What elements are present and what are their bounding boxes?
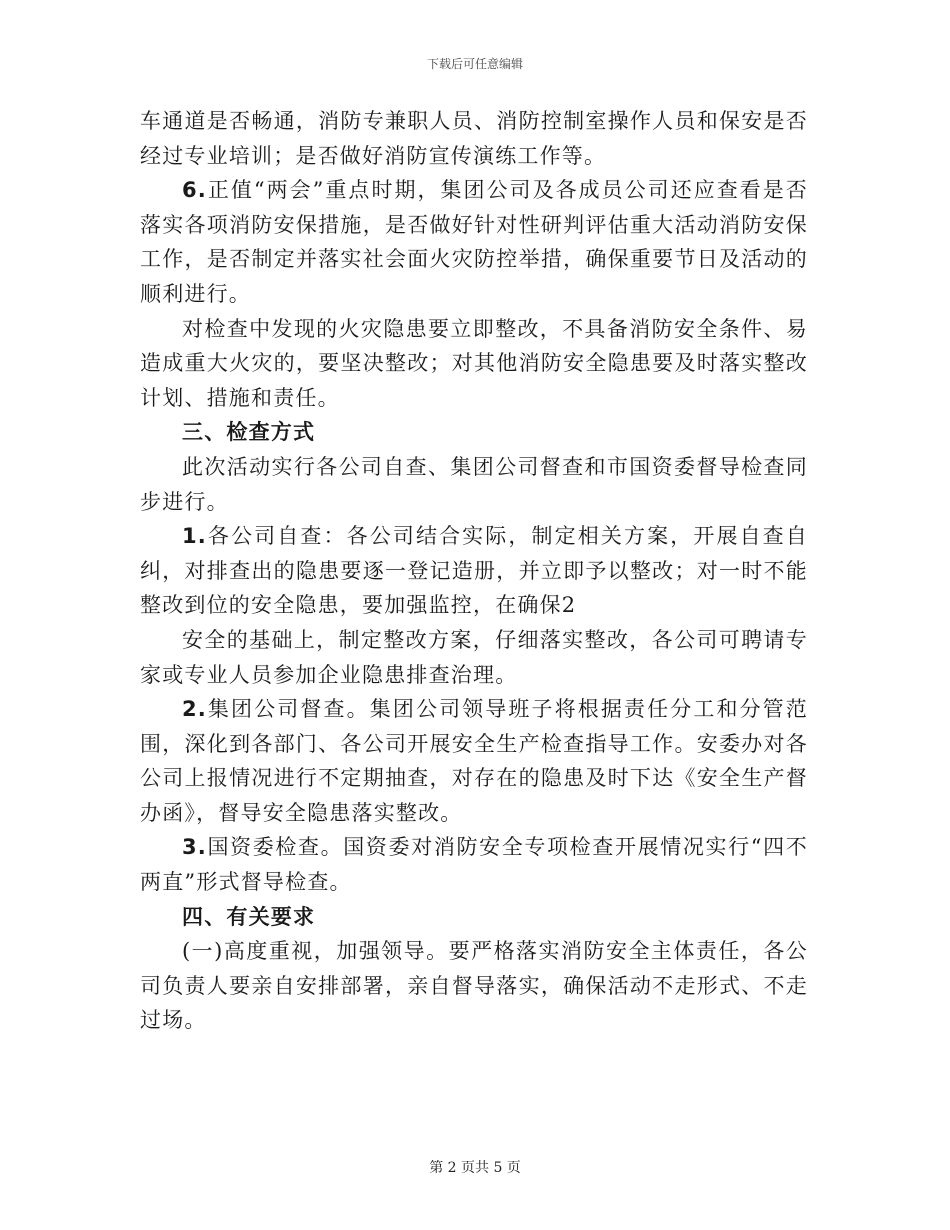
item-text: 正值“两会”重点时期，集团公司及各成员公司还应查看是否落实各项消防安保措施，是否做好针对性研判评估重大活动消防安保工作，是否制定并落实社会面火灾防控举措，确保重要节日及活动的顺利进行。 [140, 178, 808, 306]
paragraph-item-6 [140, 173, 808, 311]
paragraph-requirement-1: (一)高度重视，加强领导。要严格落实消防安全主体责任，各公司负责人要亲自安排部署，亲自督导落实，确保活动不走形式、不走过场。 [140, 939, 808, 1033]
item-text: 各公司自查：各公司结合实际，制定相关方案，开展自查自纠，对排查出的隐患要逐一登记造册，并立即予以整改；对一时不能整改到位的安全隐患，要加强监控，在确保2 [140, 524, 808, 618]
paragraph-item-1 [140, 519, 808, 623]
item-number: 1. [182, 524, 207, 549]
paragraph-continuation: 车通道是否畅通，消防专兼职人员、消防控制室操作人员和保安是否经过专业培训；是否做好消防宣传演练工作等。 [140, 109, 808, 168]
item-text: 国资委检查。国资委对消防安全专项检查开展情况实行“四不两直”形式督导检查。 [140, 835, 808, 895]
paragraph-item-3 [140, 830, 808, 899]
item-number: 3. [182, 835, 207, 860]
item-number: 2. [182, 697, 207, 722]
document-body [140, 104, 808, 1038]
paragraph-rectification: 对检查中发现的火灾隐患要立即整改，不具备消防安全条件、易造成重大火灾的，要坚决整改；对其他消防安全隐患要及时落实整改计划、措施和责任。 [140, 316, 808, 410]
item-text: 集团公司督查。集团公司领导班子将根据责任分工和分管范围，深化到各部门、各公司开展安全生产检查指导工作。安委办对各公司上报情况进行不定期抽查，对存在的隐患及时下达《安全生产督办函》，督导安全隐患落实整改。 [140, 697, 808, 825]
header-note: 下载后可任意编辑 [426, 57, 523, 71]
section-heading-requirements: 四、有关要求 [182, 904, 316, 929]
item-number: 6. [182, 178, 207, 203]
section-heading-inspection-method: 三、检查方式 [182, 420, 316, 445]
paragraph-method-intro: 此次活动实行各公司自查、集团公司督查和市国资委督导检查同步进行。 [140, 454, 808, 514]
page-number: 第 2 页共 5 页 [429, 1160, 521, 1176]
paragraph-item-1-continued: 安全的基础上，制定整改方案，仔细落实整改，各公司可聘请专家或专业人员参加企业隐患排查治理。 [140, 627, 808, 687]
paragraph-item-2 [140, 692, 808, 830]
